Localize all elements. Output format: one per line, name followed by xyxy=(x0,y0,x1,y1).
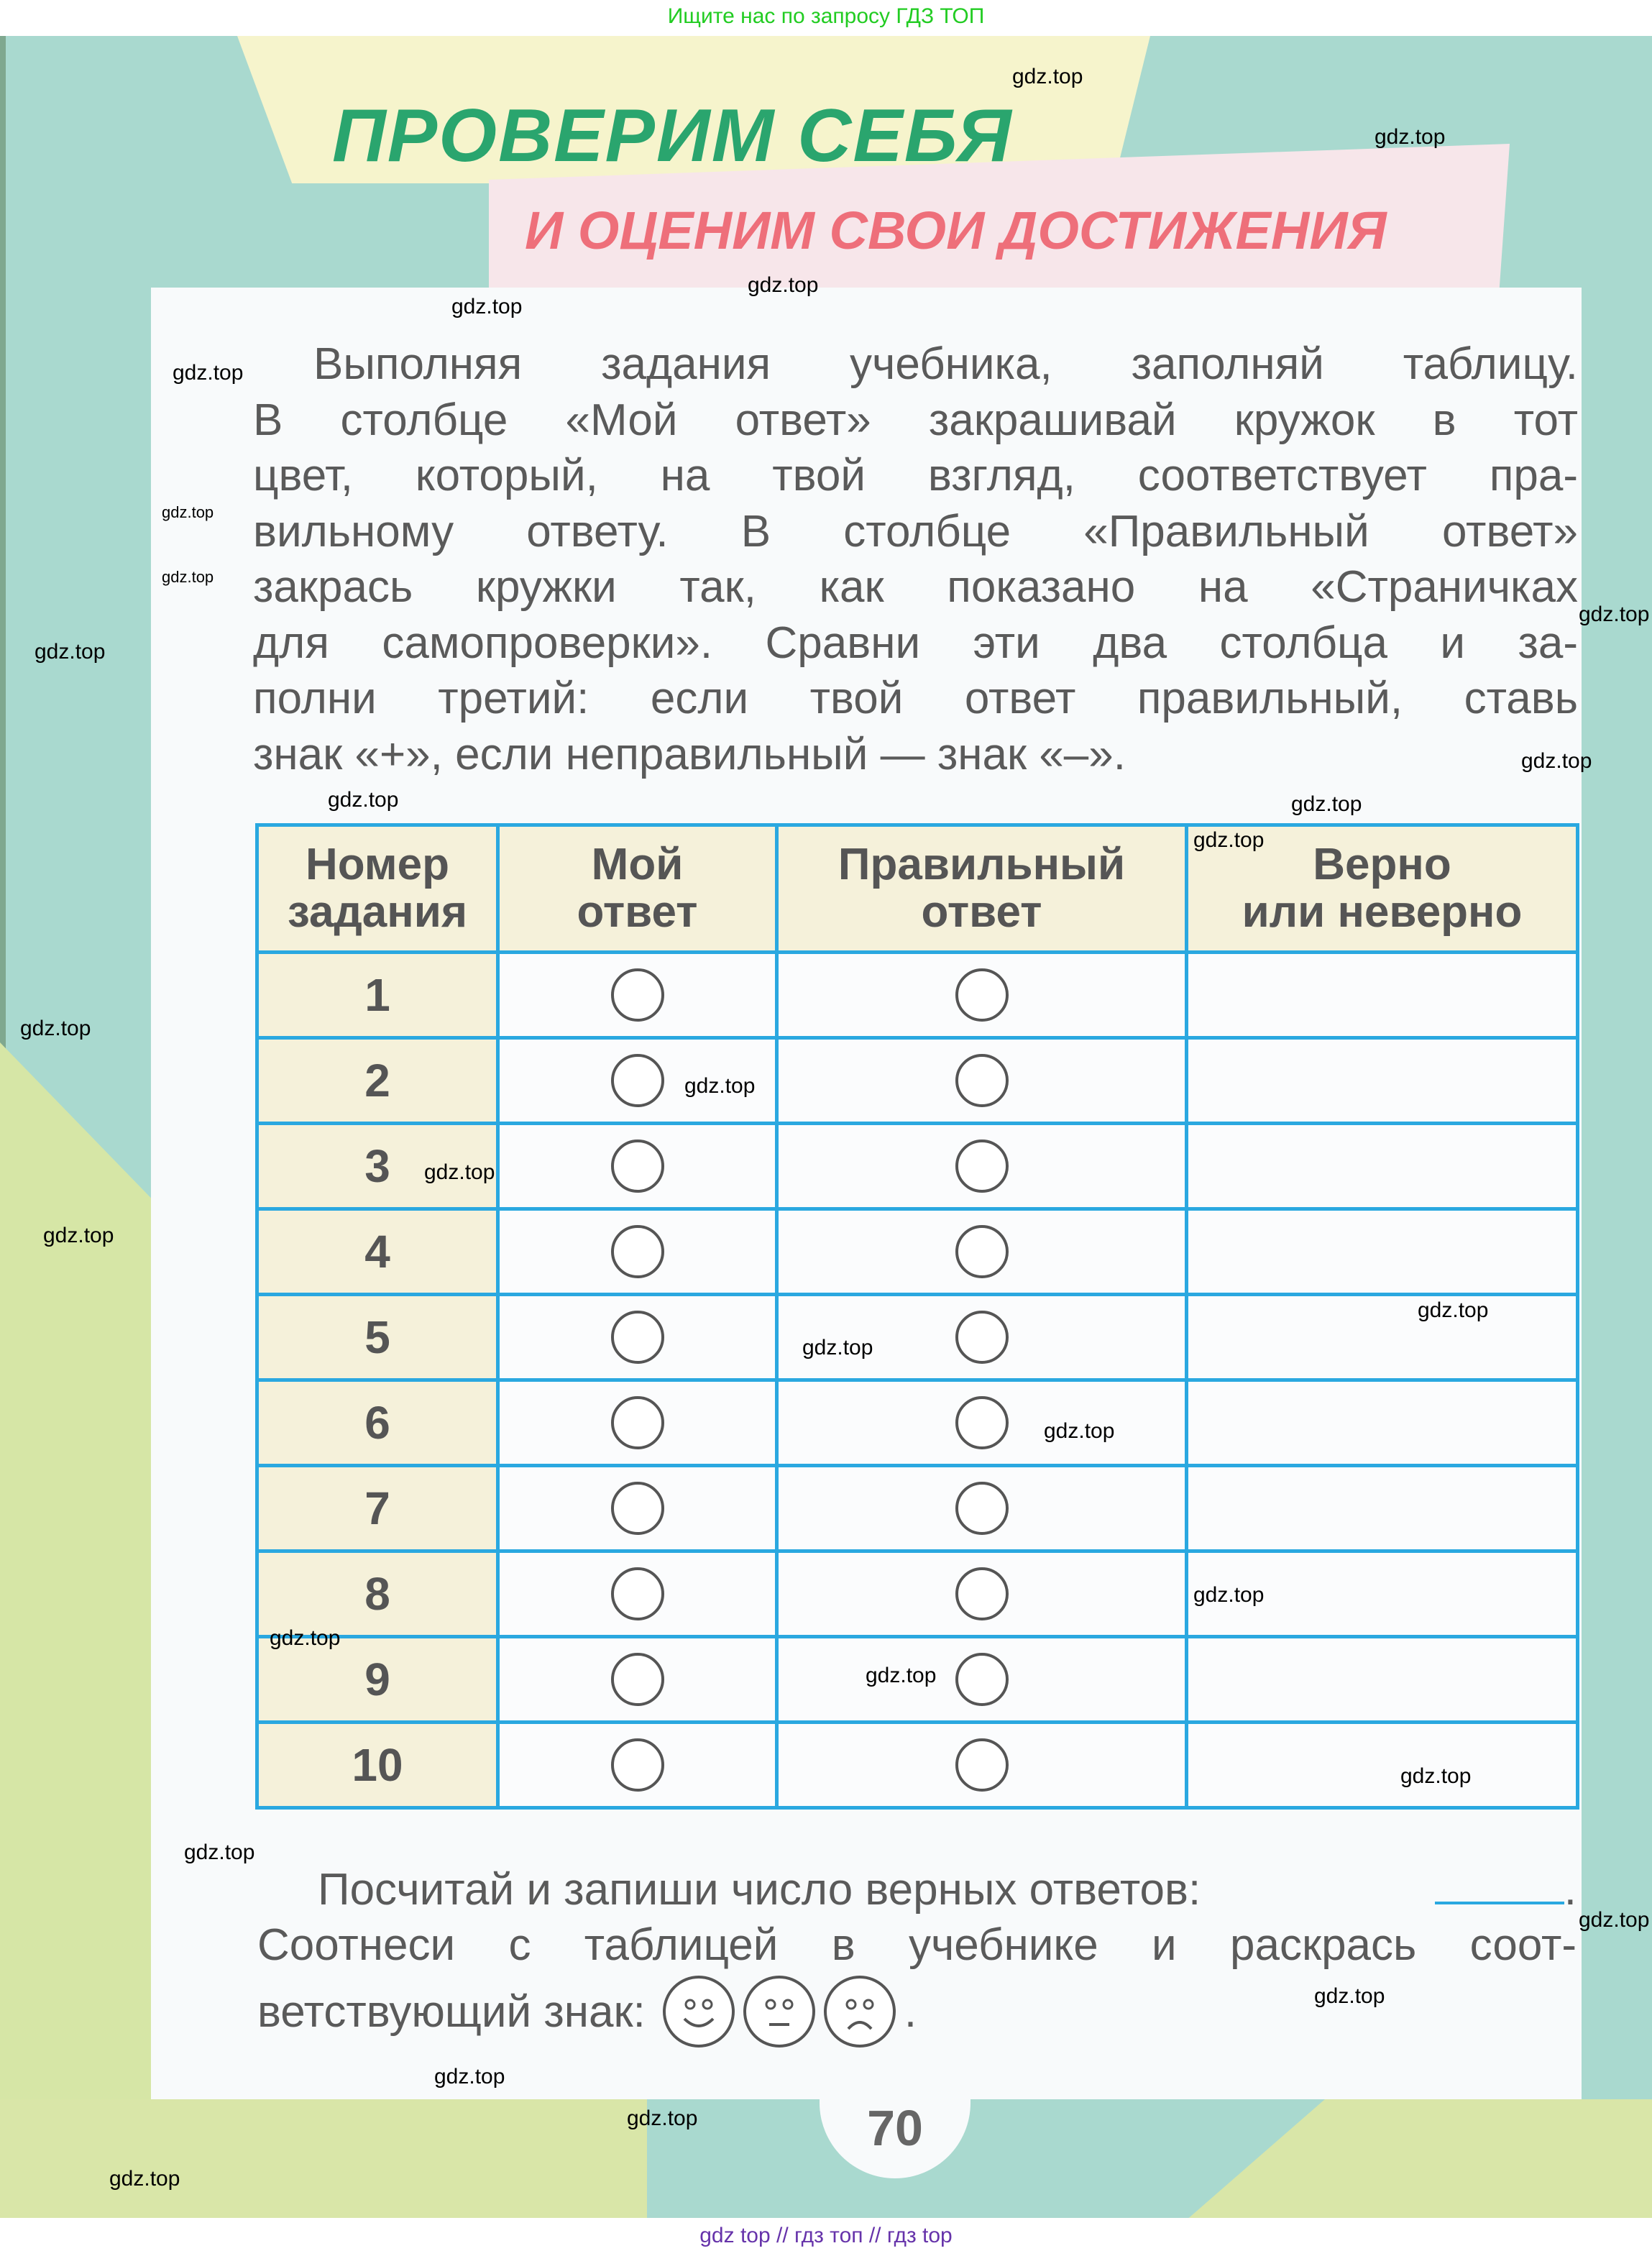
bottom-decoration-left xyxy=(0,2099,647,2218)
task-number: 10 xyxy=(257,1723,498,1808)
my-answer-circle[interactable] xyxy=(611,1140,664,1193)
neutral-face-icon[interactable] xyxy=(743,1976,815,2048)
table-header xyxy=(257,825,1578,953)
watermark: gdz.top xyxy=(1193,1583,1265,1607)
my-answer-circle[interactable] xyxy=(611,1482,664,1535)
task-number: 2 xyxy=(257,1038,498,1124)
my-answer-cell xyxy=(498,1124,777,1209)
table-row xyxy=(257,1380,1578,1466)
page-subtitle: И ОЦЕНИМ СВОИ ДОСТИЖЕНИЯ xyxy=(525,201,1387,260)
correct-answer-circle[interactable] xyxy=(955,968,1009,1022)
instruction-line: знак «+», если неправильный — знак «–». xyxy=(253,729,1126,779)
watermark: gdz.top xyxy=(1521,749,1592,773)
watermark: gdz.top xyxy=(434,2065,505,2088)
watermark: gdz.top xyxy=(109,2167,180,2191)
table-row xyxy=(257,1038,1578,1124)
watermark: gdz.top xyxy=(1193,828,1265,852)
my-answer-circle[interactable] xyxy=(611,1225,664,1278)
textbook-page xyxy=(0,36,1652,2218)
correct-answer-cell xyxy=(777,953,1187,1038)
table-row xyxy=(257,953,1578,1038)
count-prompt: Посчитай и запиши число верных ответов: xyxy=(318,1865,1201,1915)
right-or-wrong-cell[interactable] xyxy=(1187,1637,1578,1723)
table-row xyxy=(257,1466,1578,1551)
watermark: gdz.top xyxy=(20,1017,91,1040)
table-row xyxy=(257,1295,1578,1380)
watermark: gdz.top xyxy=(1400,1764,1472,1788)
table-row xyxy=(257,1209,1578,1295)
instruction-line: вильному ответу. В столбце «Правильный ответ» xyxy=(253,506,1578,556)
watermark: gdz.top xyxy=(866,1664,937,1687)
task-number: 7 xyxy=(257,1466,498,1551)
header-correct-answer: Правильный ответ xyxy=(777,825,1187,953)
my-answer-circle[interactable] xyxy=(611,1396,664,1449)
watermark: gdz.top xyxy=(451,295,523,318)
task-number: 8 xyxy=(257,1551,498,1637)
right-or-wrong-cell[interactable] xyxy=(1187,1466,1578,1551)
instruction-line: цвет, который, на твой взгляд, соответствует пра- xyxy=(253,451,1578,500)
correct-answer-circle[interactable] xyxy=(955,1396,1009,1449)
watermark: gdz.top xyxy=(35,640,106,664)
watermark: gdz.top xyxy=(270,1626,341,1650)
right-or-wrong-cell[interactable] xyxy=(1187,953,1578,1038)
task-number: 5 xyxy=(257,1295,498,1380)
watermark: gdz.top xyxy=(162,503,214,521)
right-or-wrong-cell[interactable] xyxy=(1187,1723,1578,1808)
my-answer-circle[interactable] xyxy=(611,1738,664,1792)
happy-face-icon[interactable] xyxy=(663,1976,735,2048)
page-title: ПРОВЕРИМ СЕБЯ xyxy=(332,94,1013,178)
instruction-line: полни третий: если твой ответ правильный, ставь xyxy=(253,674,1578,723)
footer-links[interactable]: gdz top // гдз топ // гдз top xyxy=(699,2224,953,2247)
watermark: gdz.top xyxy=(1579,602,1650,626)
watermark: gdz.top xyxy=(424,1160,495,1184)
my-answer-circle[interactable] xyxy=(611,1311,664,1364)
my-answer-cell xyxy=(498,1295,777,1380)
my-answer-circle[interactable] xyxy=(611,968,664,1022)
watermark: gdz.top xyxy=(162,568,214,586)
watermark: gdz.top xyxy=(684,1074,756,1098)
correct-answer-circle[interactable] xyxy=(955,1738,1009,1792)
correct-answer-circle[interactable] xyxy=(955,1311,1009,1364)
watermark: gdz.top xyxy=(627,2106,698,2130)
watermark: gdz.top xyxy=(802,1336,873,1359)
correct-answer-cell xyxy=(777,1466,1187,1551)
watermark: gdz.top xyxy=(1375,125,1446,149)
correct-answer-circle[interactable] xyxy=(955,1054,1009,1107)
watermark: gdz.top xyxy=(1579,1908,1650,1932)
instruction-line: закрась кружки так, как показано на «Страничках xyxy=(253,562,1578,612)
table-row xyxy=(257,1723,1578,1808)
right-or-wrong-cell[interactable] xyxy=(1187,1295,1578,1380)
my-answer-cell xyxy=(498,1723,777,1808)
header-right-or-wrong: Верно или неверно xyxy=(1187,825,1578,953)
header-my-answer: Мой ответ xyxy=(498,825,777,953)
self-check-table xyxy=(255,823,1579,1810)
right-or-wrong-cell[interactable] xyxy=(1187,1038,1578,1124)
correct-answer-cell xyxy=(777,1637,1187,1723)
task-number: 6 xyxy=(257,1380,498,1466)
instruction-line: Выполняя задания учебника, заполняй таблицу. xyxy=(313,339,1578,389)
my-answer-cell xyxy=(498,1380,777,1466)
my-answer-cell xyxy=(498,1466,777,1551)
correct-answer-circle[interactable] xyxy=(955,1482,1009,1535)
watermark: gdz.top xyxy=(748,273,819,297)
watermark: gdz.top xyxy=(1418,1298,1489,1322)
correct-answer-cell xyxy=(777,1209,1187,1295)
instructions xyxy=(253,336,1578,782)
watermark: gdz.top xyxy=(1291,792,1362,816)
my-answer-circle[interactable] xyxy=(611,1567,664,1620)
correct-answer-cell xyxy=(777,1124,1187,1209)
compare-prompt: Соотнеси с таблицей в учебнике и раскрась соот- xyxy=(257,1920,1577,1970)
right-or-wrong-cell[interactable] xyxy=(1187,1380,1578,1466)
correct-answer-cell xyxy=(777,1551,1187,1637)
my-answer-cell xyxy=(498,953,777,1038)
watermark: gdz.top xyxy=(328,788,399,812)
sad-face-icon[interactable] xyxy=(824,1976,896,2048)
correct-answer-circle[interactable] xyxy=(955,1567,1009,1620)
watermark: gdz.top xyxy=(184,1840,255,1864)
my-answer-cell xyxy=(498,1209,777,1295)
watermark: gdz.top xyxy=(1314,1984,1385,2008)
correct-answer-cell xyxy=(777,1038,1187,1124)
correct-answer-circle[interactable] xyxy=(955,1140,1009,1193)
table-row xyxy=(257,1551,1578,1637)
page-number: 70 xyxy=(820,2056,970,2178)
task-number: 1 xyxy=(257,953,498,1038)
my-answer-cell xyxy=(498,1551,777,1637)
my-answer-cell xyxy=(498,1637,777,1723)
header-task-number: Номер задания xyxy=(257,825,498,953)
instruction-line: для самопроверки». Сравни эти два столбца и за- xyxy=(253,618,1578,668)
summary-section: Посчитай и запиши число верных ответов: . Соотнеси с таблицей в учебнике и раскрась соот- ветствующий знак: . xyxy=(257,1862,1577,2048)
watermark: gdz.top xyxy=(1044,1419,1115,1443)
task-number: 4 xyxy=(257,1209,498,1295)
correct-answer-circle[interactable] xyxy=(955,1225,1009,1278)
instruction-line: В столбце «Мой ответ» закрашивай кружок в тот xyxy=(253,395,1578,445)
right-or-wrong-cell[interactable] xyxy=(1187,1124,1578,1209)
correct-count-field[interactable] xyxy=(1435,1864,1564,1904)
correct-answer-cell xyxy=(777,1380,1187,1466)
watermark: gdz.top xyxy=(173,361,244,385)
correct-answer-circle[interactable] xyxy=(955,1653,1009,1706)
task-number: 3 xyxy=(257,1124,498,1209)
my-answer-circle[interactable] xyxy=(611,1054,664,1107)
search-banner: Ищите нас по запросу ГДЗ ТОП xyxy=(0,0,1652,36)
my-answer-circle[interactable] xyxy=(611,1653,664,1706)
watermark: gdz.top xyxy=(43,1224,114,1247)
right-or-wrong-cell[interactable] xyxy=(1187,1209,1578,1295)
correct-answer-cell xyxy=(777,1723,1187,1808)
task-number: 9 xyxy=(257,1637,498,1723)
sign-prompt: ветствующий знак: xyxy=(257,1986,646,2037)
watermark: gdz.top xyxy=(1012,65,1083,88)
